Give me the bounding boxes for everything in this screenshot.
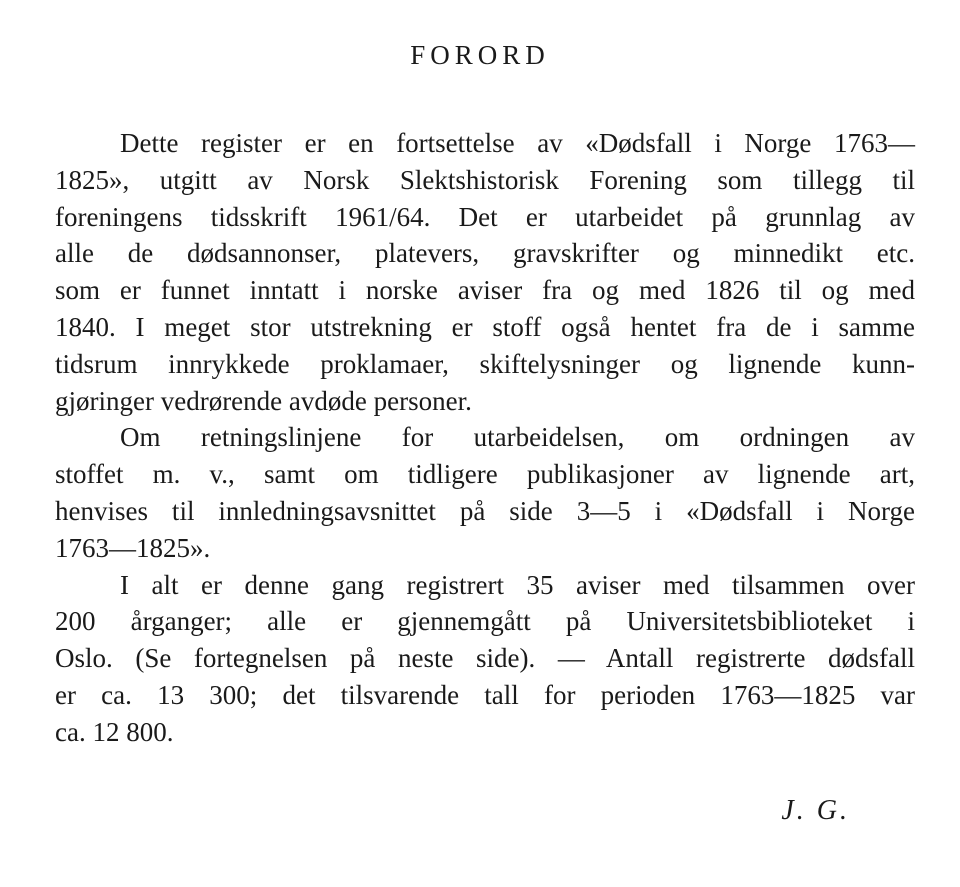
text-line: Oslo. (Se fortegnelsen på neste side). — Antall registrerte dødsfall — [55, 643, 915, 674]
text-line: tidsrum innrykkede proklamaer, skiftelysninger og lignende kunn- — [55, 348, 915, 379]
text-line: gjøringer vedrørende avdøde personer. — [55, 385, 472, 416]
text-line: I alt er denne gang registrert 35 aviser med tilsammen over — [120, 569, 915, 600]
text-line: alle de dødsannonser, platevers, gravskrifter og minnedikt etc. — [55, 238, 915, 269]
text-line: 1840. I meget stor utstrekning er stoff også hentet fra de i samme — [55, 311, 915, 342]
text-line: ca. 12 800. — [55, 716, 174, 747]
text-line: Dette register er en fortsettelse av «Dødsfall i Norge 1763— — [120, 128, 915, 158]
page-title: FORORD — [410, 40, 550, 70]
text-line: er ca. 13 300; det tilsvarende tall for perioden 1763—1825 var — [55, 679, 915, 710]
text-line: 1825», utgitt av Norsk Slektshistorisk Forening som tillegg til — [55, 164, 915, 195]
author-signature: J. G. — [781, 795, 850, 826]
paragraph-1 — [55, 125, 915, 419]
text-line: som er funnet inntatt i norske aviser fra og med 1826 til og med — [55, 275, 915, 306]
text-line: 1763—1825». — [55, 532, 211, 563]
text-line: foreningens tidsskrift 1961/64. Det er utarbeidet på grunnlag av — [55, 201, 915, 232]
text-line: stoffet m. v., samt om tidligere publikasjoner av lignende art, — [55, 459, 915, 490]
text-line: Om retningslinjene for utarbeidelsen, om ordningen av — [120, 422, 915, 453]
paragraph-3 — [55, 567, 915, 751]
paragraph-2 — [55, 419, 915, 566]
text-line: henvises til innledningsavsnittet på side 3—5 i «Dødsfall i Norge — [55, 495, 915, 526]
text-line: 200 årganger; alle er gjennemgått på Universitetsbiblioteket i — [55, 606, 915, 637]
foreword-body — [55, 125, 915, 751]
